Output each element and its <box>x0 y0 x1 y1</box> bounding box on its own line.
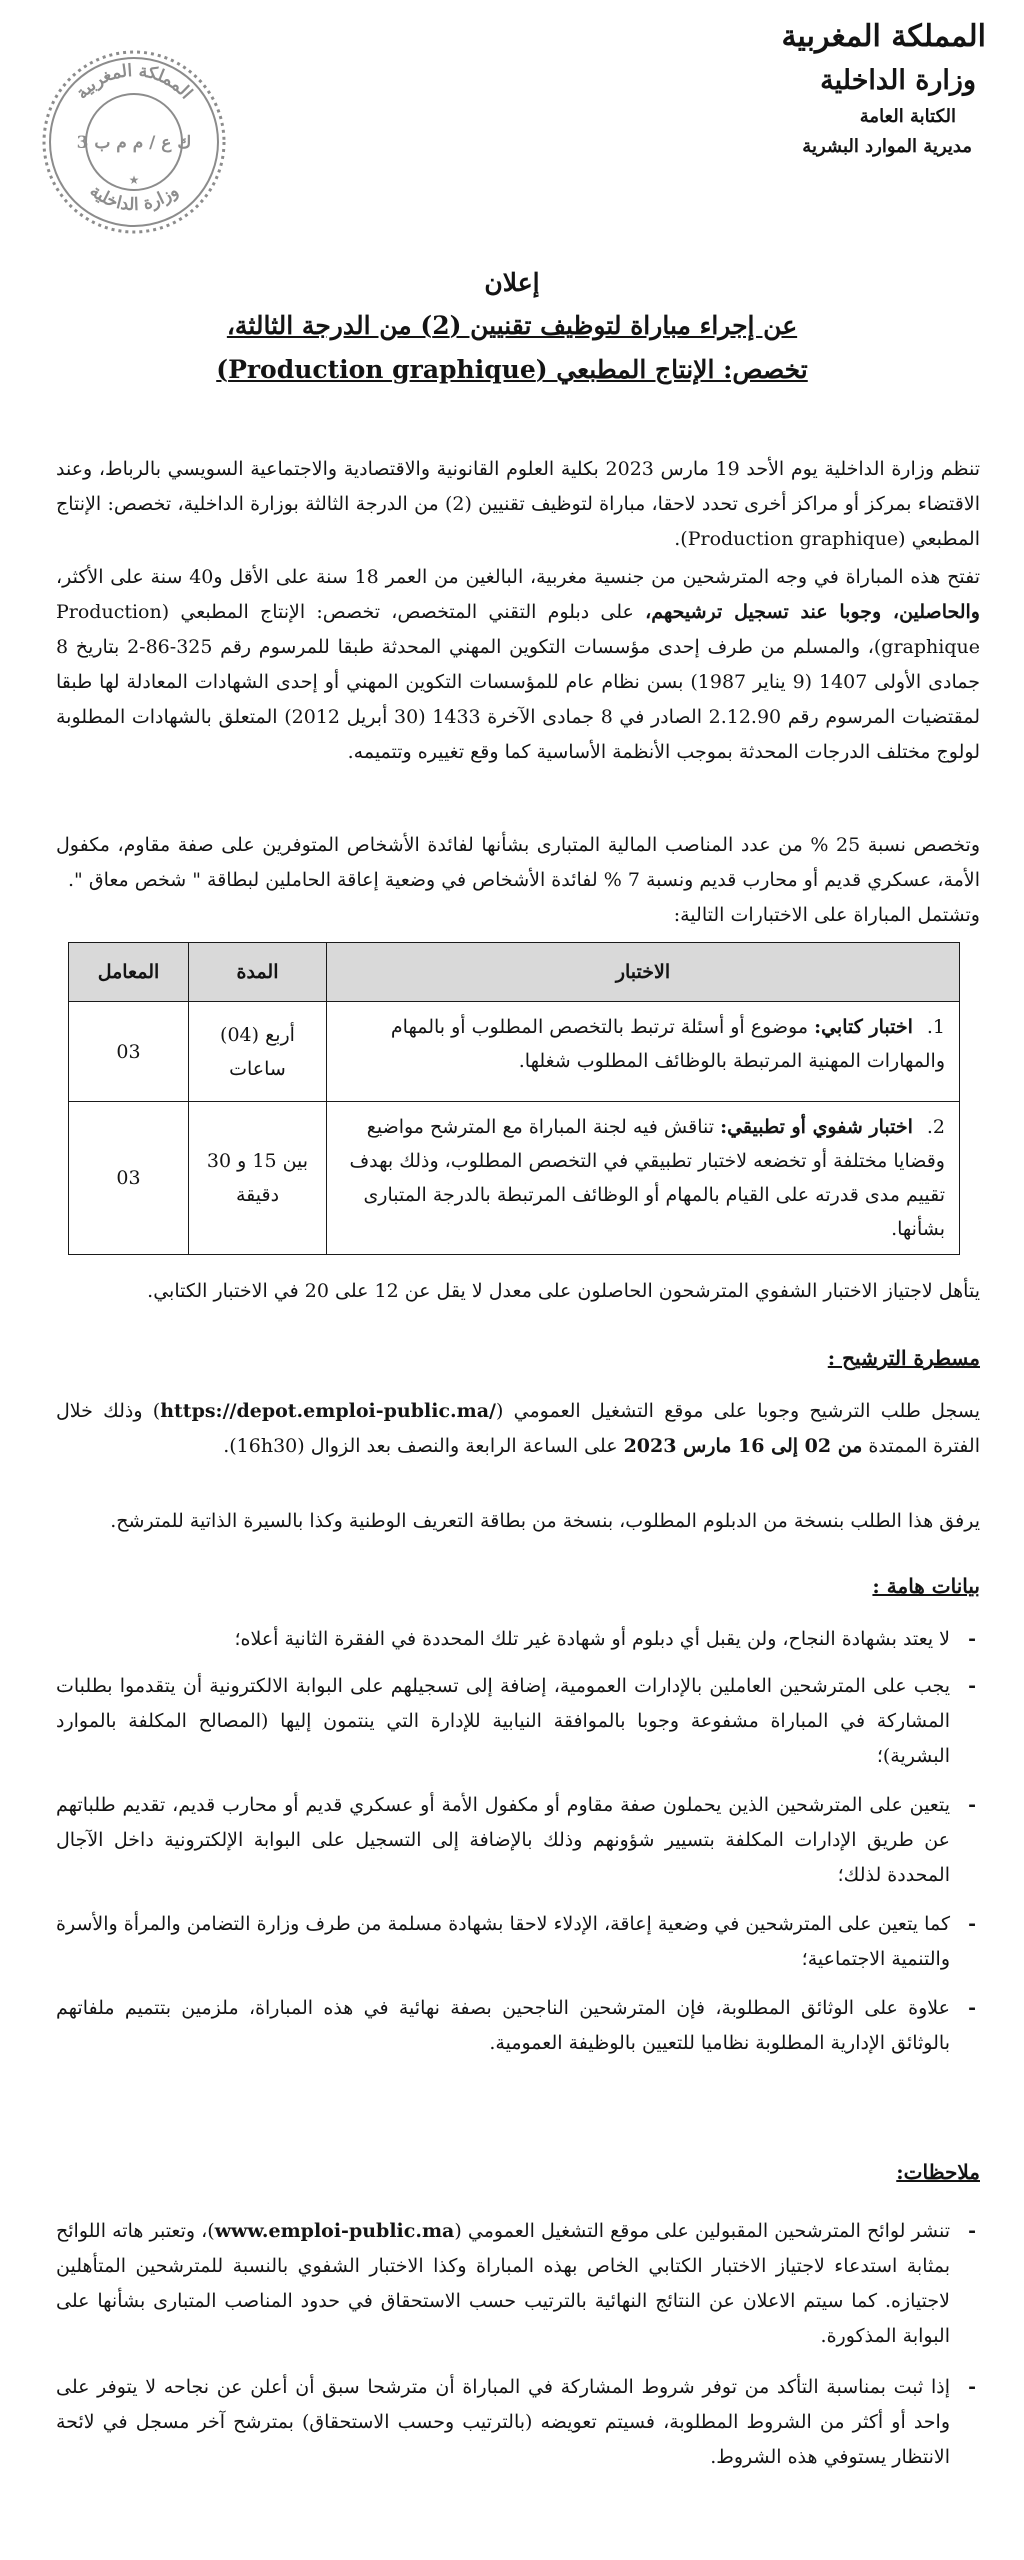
list-item <box>56 2214 980 2354</box>
stamp-top-text: المملكة المغربية <box>72 60 197 104</box>
bullet-dash-icon: - <box>968 2220 976 2242</box>
announcement-title <box>80 262 944 392</box>
official-stamp <box>38 46 230 238</box>
list-item <box>56 1669 980 1774</box>
list-item <box>56 1991 980 2061</box>
list-item-text: لا يعتد بشهادة النجاح، ولن يقبل أي دبلوم أو شهادة غير تلك المحددة في الفقرة الثانية أعلاه؛ <box>234 1628 950 1650</box>
list-item-text: علاوة على الوثائق المطلوبة، فإن المترشحين الناجحين بصفة نهائية في هذه المباراة، ملزمين بتتميم ملفاتهم بالوثائق الإدارية المطلوبة نظاميا للتعيين بالوظيفة العمومية. <box>56 1997 950 2054</box>
list-item <box>56 1622 980 1657</box>
header-coefficient: المعامل <box>69 943 189 1002</box>
stamp-seal-icon <box>38 46 230 238</box>
procedure-paragraph <box>56 1394 980 1464</box>
exams-table <box>68 942 960 1255</box>
stamp-star-icon: ★ <box>128 173 140 187</box>
table-row <box>69 1102 960 1255</box>
test-name: اختبار كتابي: <box>814 1016 913 1038</box>
procedure-attachments: يرفق هذا الطلب بنسخة من الدبلوم المطلوب، بنسخة من بطاقة التعريف الوطنية وكذا بالسيرة الذاتية للمترشح. <box>110 1510 980 1532</box>
procedure-text-2: ) وذلك خلال الفترة الممتدة <box>56 1400 980 1457</box>
title-main: إعلان <box>484 268 540 297</box>
bullet-dash-icon: - <box>968 1913 976 1935</box>
note-text-2: )، وتعتبر هاته اللوائح بمثابة استدعاء لاجتياز الاختبار الكتابي الخاص بهذه المباراة وكذا الاختبار الشفوي بالنسبة للمترشحين المتأهلين لاجتيازه. كما سيتم الاعلان عن النتائج النهائية بالترتيب حسب الاستحقاق في حدود المناصب المتبارى بشأنها على البوابة المذكورة. <box>56 2220 950 2347</box>
exams-intro: وتشتمل المباراة على الاختبارات التالية: <box>673 904 980 926</box>
procedure-text-1: يسجل طلب الترشيح وجوبا على موقع التشغيل العمومي ( <box>496 1400 980 1422</box>
note-text-1: تنشر لوائح المترشحين المقبولين على موقع التشغيل العمومي ( <box>454 2220 951 2242</box>
table-header-row <box>69 943 960 1002</box>
bullet-dash-icon: - <box>968 1675 976 1697</box>
header-test: الاختبار <box>327 943 960 1002</box>
procedure-heading: مسطرة الترشيح : <box>827 1346 980 1370</box>
notes-heading: ملاحظات: <box>896 2160 980 2184</box>
depot-url-link[interactable]: https://depot.emploi-public.ma/ <box>160 1400 496 1422</box>
note-text-3: إذا ثبت بمناسبة التأكد من توفر شروط المشاركة في المباراة أن مترشحا سبق أن أعلن عن نجاحه لا يتوفر على واحد أو أكثر من الشروط المطلوبة، فسيتم تعويضه (بالترتيب وحسب الاستحقاق) بمترشح آخر مسجل في لائحة الانتظار يستوفي هذه الشروط. <box>56 2376 950 2468</box>
list-item <box>56 1907 980 1977</box>
letterhead <box>686 14 986 162</box>
duration-cell <box>189 1002 327 1102</box>
test-number: 1. <box>926 1016 945 1038</box>
test-name: اختبار شفوي أو تطبيقي: <box>720 1116 913 1138</box>
test-cell <box>327 1102 960 1255</box>
test-description: موضوع أو أسئلة ترتبط بالتخصص المطلوب أو بالمهام والمهارات المهنية المرتبطة بالوظائف المطلوب شغلها. <box>390 1016 945 1072</box>
list-item-text: يتعين على المترشحين الذين يحملون صفة مقاوم أو مكفول الأمة أو عسكري قديم أو محارب قديم، تقديم طلباتهم عن طريق الإدارات المكلفة بتسيير شؤونهم وذلك بالإضافة إلى التسجيل على البوابة الإلكترونية داخل الآجال المحددة لذلك؛ <box>56 1794 950 1886</box>
eligibility-text-2: على دبلوم التقني المتخصص، تخصص: الإنتاج المطبعي (Production graphique)، والمسلم من طرف إحدى مؤسسات التكوين المهني المحدثة طبقا للمرسوم رقم 325-86-2 بتاريخ 8 جمادى الأولى 1407 (9 يناير 1987) بسن نظام عام للمؤسسات التكوين المهني أو إحدى الشهادات المعادلة لها طبقا لمقتضيات المرسوم رقم 2.12.90 الصادر في 8 جمادى الآخرة 1433 (30 أبريل 2012) المتعلق بالشهادات المطلوبة لولوج مختلف الدرجات المحدثة بموجب الأنظمة الأساسية كما وقع تغييره وتتميمه. <box>56 601 981 763</box>
general-secretariat: الكتابة العامة <box>859 106 956 127</box>
table-row <box>69 1002 960 1102</box>
coefficient-cell: 03 <box>69 1002 189 1102</box>
stamp-bottom-text: وزارة الداخلية <box>85 181 183 216</box>
test-number: 2. <box>926 1116 945 1138</box>
important-list <box>56 1622 980 2061</box>
important-heading: بيانات هامة : <box>872 1574 980 1598</box>
list-item-text: يجب على المترشحين العاملين بالإدارات العمومية، إضافة إلى تسجيلهم على البوابة الالكترونية أن يتقدموا بطلبات المشاركة في المباراة مشفوعة وجوبا بالموافقة النيابية للإدارة التي ينتمون إليها (المصالح المكلفة بالموارد البشرية)؛ <box>56 1675 950 1767</box>
bullet-dash-icon: - <box>968 1997 976 2019</box>
stamp-center-text: ك ع / م م ب 3 <box>76 133 192 153</box>
ministry-name: وزارة الداخلية <box>820 65 976 96</box>
duration-value: بين 15 و 30 <box>206 1150 309 1172</box>
kingdom-name: المملكة المغربية <box>781 19 986 54</box>
title-line-2: تخصص: الإنتاج المطبعي (Production graphique) <box>216 355 808 384</box>
header-duration: المدة <box>189 943 327 1002</box>
coefficient-cell: 03 <box>69 1102 189 1255</box>
qualification-note: يتأهل لاجتياز الاختبار الشفوي المترشحون الحاصلون على معدل لا يقل عن 12 على 20 في الاختبار الكتابي. <box>147 1280 980 1302</box>
bullet-dash-icon: - <box>968 1628 976 1650</box>
list-item <box>56 2370 980 2475</box>
duration-value: أربع (04) <box>220 1023 295 1046</box>
duration-unit: ساعات <box>229 1057 286 1080</box>
intro-paragraph: تنظم وزارة الداخلية يوم الأحد 19 مارس 2023 بكلية العلوم القانونية والاقتصادية والاجتماعية السويسي بالرباط، وعند الاقتضاء بمركز أو مراكز أخرى تحدد لاحقا، مباراة لتوظيف تقنيين (2) من الدرجة الثالثة بوزارة الداخلية، تخصص: الإنتاج المطبعي (Production graphique). <box>56 458 980 550</box>
test-cell <box>327 1002 960 1102</box>
procedure-dates: من 02 إلى 16 مارس 2023 <box>623 1435 863 1457</box>
test-description: تناقش فيه لجنة المباراة مع المترشح مواضيع وقضايا مختلفة أو تخضعه لاختبار تطبيقي في التخصص المطلوب، وذلك بهدف تقييم مدى قدرته على القيام بالمهام أو الوظائف المرتبطة بالدرجة المتبارى بشأنها. <box>349 1116 945 1240</box>
duration-cell <box>189 1102 327 1255</box>
bullet-dash-icon: - <box>968 2376 976 2398</box>
bullet-dash-icon: - <box>968 1794 976 1816</box>
quota-paragraph: وتخصص نسبة 25 % من عدد المناصب المالية المتبارى بشأنها لفائدة الأشخاص المتوفرين على صفة مقاوم، مكفول الأمة، عسكري قديم أو محارب قديم ونسبة 7 % لفائدة الأشخاص في وضعية إعاقة الحاملين لبطاقة " شخص معاق ". <box>56 834 980 891</box>
duration-unit: دقيقة <box>235 1184 280 1206</box>
list-item <box>56 1788 980 1893</box>
title-line-1: عن إجراء مباراة لتوظيف تقنيين (2) من الدرجة الثالثة، <box>226 311 798 340</box>
procedure-text-3: على الساعة الرابعة والنصف بعد الزوال (16h30). <box>223 1435 624 1457</box>
emploi-public-link[interactable]: www.emploi-public.ma <box>214 2220 455 2242</box>
eligibility-text-1: تفتح هذه المباراة في وجه المترشحين من جنسية مغربية، البالغين من العمر 18 سنة على الأقل و40 سنة على الأكثر، <box>56 566 980 588</box>
eligibility-paragraph <box>56 560 980 770</box>
hr-directorate: مديرية الموارد البشرية <box>802 136 972 157</box>
eligibility-text-bold: والحاصلين، وجوبا عند تسجيل ترشيحهم، <box>645 601 980 623</box>
list-item-text: كما يتعين على المترشحين في وضعية إعاقة، الإدلاء لاحقا بشهادة مسلمة من طرف وزارة التضامن والمرأة والأسرة والتنمية الاجتماعية؛ <box>56 1913 950 1970</box>
notes-list <box>56 2214 980 2475</box>
